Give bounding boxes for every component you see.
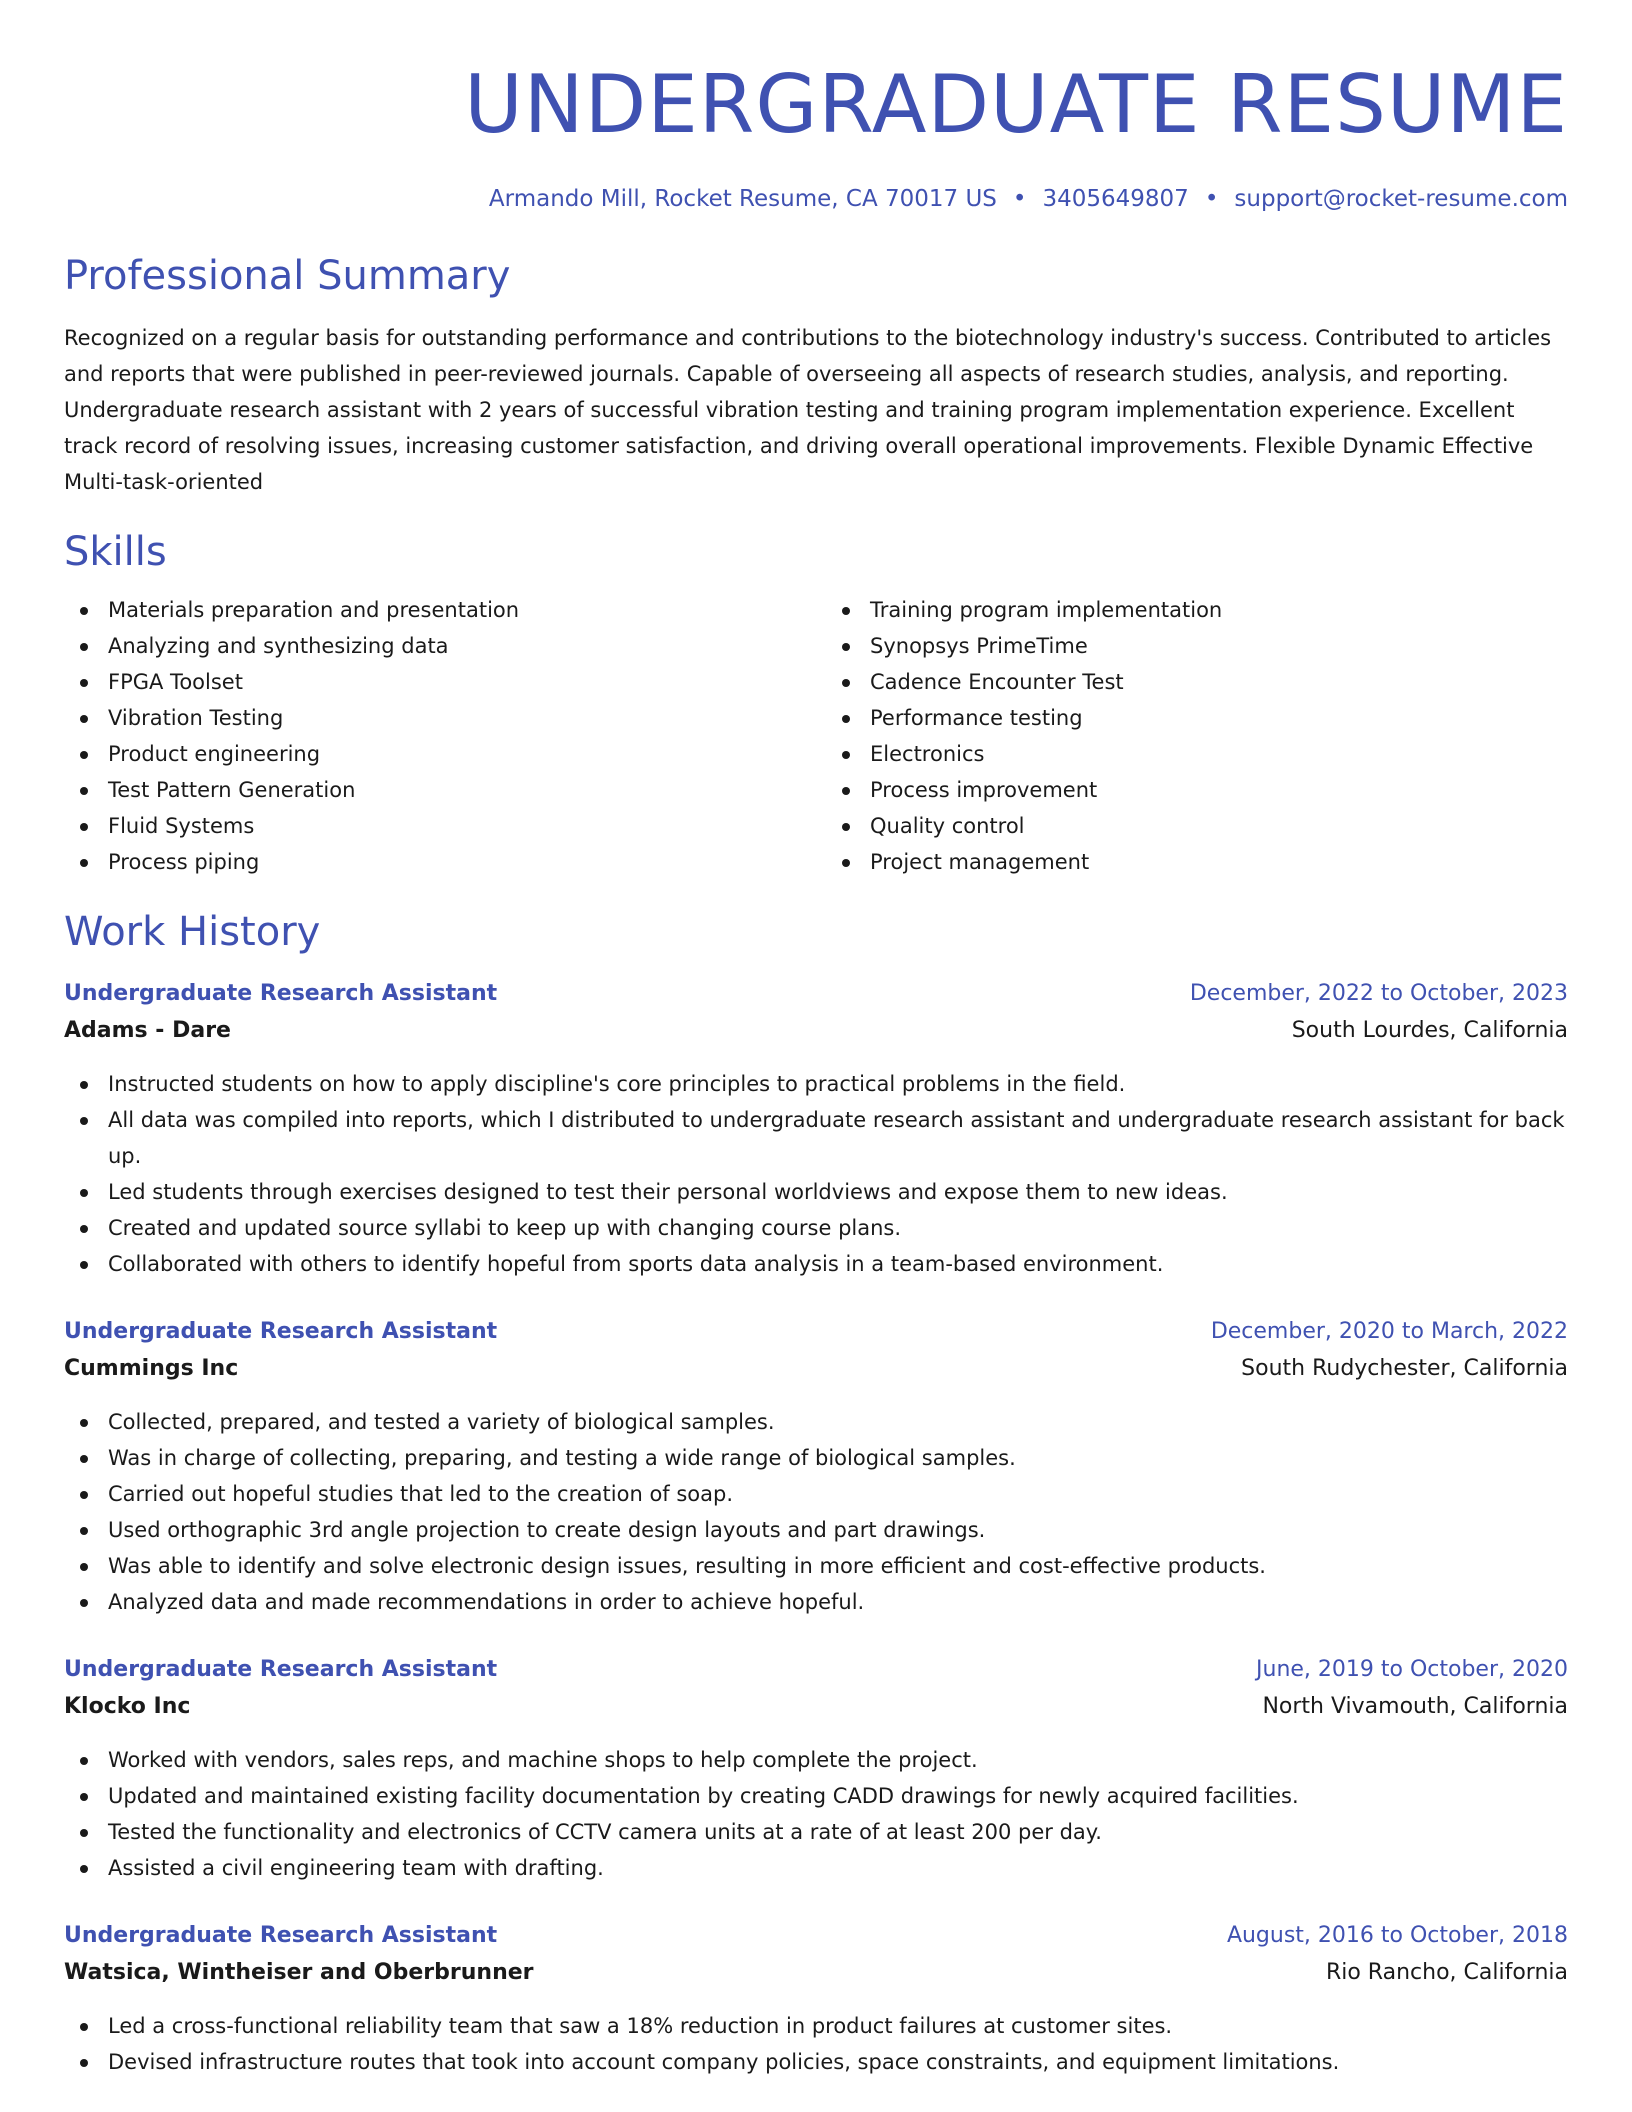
job-entry	[64, 1652, 1568, 1886]
skill-item: Test Pattern Generation	[64, 772, 806, 808]
job-bullet: Worked with vendors, sales reps, and machine shops to help complete the project.	[64, 1742, 1568, 1778]
job-bullet: Collaborated with others to identify hopeful from sports data analysis in a team-based environment.	[64, 1246, 1568, 1282]
skills-list-left	[64, 592, 806, 880]
skill-item: Electronics	[826, 736, 1568, 772]
job-company-row	[64, 1688, 1568, 1726]
skill-item: Synopsys PrimeTime	[826, 628, 1568, 664]
skill-item: Analyzing and synthesizing data	[64, 628, 806, 664]
skill-item: Fluid Systems	[64, 808, 806, 844]
job-entry	[64, 1314, 1568, 1620]
summary-heading: Professional Summary	[64, 253, 511, 299]
contact-email: support@rocket-resume.com	[1234, 186, 1568, 212]
skill-item: Process piping	[64, 844, 806, 880]
job-company-row	[64, 1954, 1568, 1992]
skill-item: FPGA Toolset	[64, 664, 806, 700]
job-company-row	[64, 1350, 1568, 1388]
job-dates: December, 2020 to March, 2022	[1210, 1319, 1568, 1344]
job-title: Undergraduate Research Assistant	[64, 1657, 498, 1682]
skill-item: Performance testing	[826, 700, 1568, 736]
summary-text: Recognized on a regular basis for outstanding performance and contributions to the biotechnology industry's success. Contributed to articles and reports that were published in peer-reviewed journals. Capable of overseeing all aspects of research studies, analysis, and reporting. Undergraduate research assistant with 2 years of successful vibration testing and training program implementation experience. Excellent track record of resolving issues, increasing customer satisfaction, and driving overall operational improvements. Flexible Dynamic Effective Multi-task-oriented	[64, 326, 1552, 494]
job-location: South Rudychester, California	[1241, 1356, 1568, 1381]
job-bullet: Carried out hopeful studies that led to the creation of soap.	[64, 1476, 1568, 1512]
job-title: Undergraduate Research Assistant	[64, 1319, 498, 1344]
skills-grid	[64, 592, 1568, 880]
job-bullet: Was in charge of collecting, preparing, and testing a wide range of biological samples.	[64, 1440, 1568, 1476]
job-bullet: Devised infrastructure routes that took into account company policies, space constraints, and equipment limitations.	[64, 2044, 1568, 2080]
skill-item: Materials preparation and presentation	[64, 592, 806, 628]
job-location: North Vivamouth, California	[1262, 1694, 1568, 1719]
contact-separator: •	[1012, 186, 1027, 212]
job-bullets	[64, 2008, 1568, 2080]
resume-title: UNDERGRADUATE RESUME	[464, 58, 1568, 151]
skill-item: Project management	[826, 844, 1568, 880]
job-bullets	[64, 1742, 1568, 1886]
job-dates: June, 2019 to October, 2020	[1256, 1657, 1568, 1682]
work-history-heading: Work History	[64, 909, 321, 955]
skill-item: Quality control	[826, 808, 1568, 844]
job-bullet: Collected, prepared, and tested a variety of biological samples.	[64, 1404, 1568, 1440]
job-dates: December, 2022 to October, 2023	[1189, 981, 1568, 1006]
job-company: Klocko Inc	[64, 1694, 191, 1719]
job-bullet: Updated and maintained existing facility documentation by creating CADD drawings for newly acquired facilities.	[64, 1778, 1568, 1814]
contact-line	[64, 184, 1568, 214]
job-location: South Lourdes, California	[1291, 1018, 1568, 1043]
job-bullet: Used orthographic 3rd angle projection to create design layouts and part drawings.	[64, 1512, 1568, 1548]
job-bullet: Assisted a civil engineering team with drafting.	[64, 1850, 1568, 1886]
job-company: Adams - Dare	[64, 1018, 231, 1043]
job-dates: August, 2016 to October, 2018	[1226, 1923, 1568, 1948]
skill-item: Training program implementation	[826, 592, 1568, 628]
job-bullet: Tested the functionality and electronics of CCTV camera units at a rate of at least 200 per day.	[64, 1814, 1568, 1850]
job-bullet: Analyzed data and made recommendations in order to achieve hopeful.	[64, 1584, 1568, 1620]
job-header-row	[64, 1918, 1568, 1954]
job-header-row	[64, 1652, 1568, 1688]
job-bullets	[64, 1066, 1568, 1282]
skill-item: Vibration Testing	[64, 700, 806, 736]
job-bullet: Led students through exercises designed to test their personal worldviews and expose them to new ideas.	[64, 1174, 1568, 1210]
job-bullet: Led a cross-functional reliability team that saw a 18% reduction in product failures at customer sites.	[64, 2008, 1568, 2044]
job-bullets	[64, 1404, 1568, 1620]
job-header-row	[64, 976, 1568, 1012]
job-header-row	[64, 1314, 1568, 1350]
job-entry	[64, 1918, 1568, 2080]
skill-item: Product engineering	[64, 736, 806, 772]
skills-list-right	[826, 592, 1568, 880]
job-location: Rio Rancho, California	[1325, 1960, 1568, 1985]
job-title: Undergraduate Research Assistant	[64, 1923, 498, 1948]
contact-phone: 3405649807	[1042, 186, 1189, 212]
job-entry	[64, 976, 1568, 1282]
job-bullet: Instructed students on how to apply discipline's core principles to practical problems in the field.	[64, 1066, 1568, 1102]
skill-item: Cadence Encounter Test	[826, 664, 1568, 700]
contact-separator: •	[1204, 186, 1219, 212]
job-title: Undergraduate Research Assistant	[64, 981, 498, 1006]
job-company-row	[64, 1012, 1568, 1050]
job-bullet: Created and updated source syllabi to keep up with changing course plans.	[64, 1210, 1568, 1246]
contact-address: Armando Mill, Rocket Resume, CA 70017 US	[488, 186, 997, 212]
job-company: Watsica, Wintheiser and Oberbrunner	[64, 1960, 534, 1985]
job-bullet: Was able to identify and solve electronic design issues, resulting in more efficient and cost-effective products.	[64, 1548, 1568, 1584]
resume-page	[64, 0, 1568, 2080]
job-bullet: All data was compiled into reports, which I distributed to undergraduate research assistant and undergraduate research assistant for back up.	[64, 1102, 1568, 1174]
skills-heading: Skills	[64, 529, 167, 575]
skill-item: Process improvement	[826, 772, 1568, 808]
job-company: Cummings Inc	[64, 1356, 239, 1381]
